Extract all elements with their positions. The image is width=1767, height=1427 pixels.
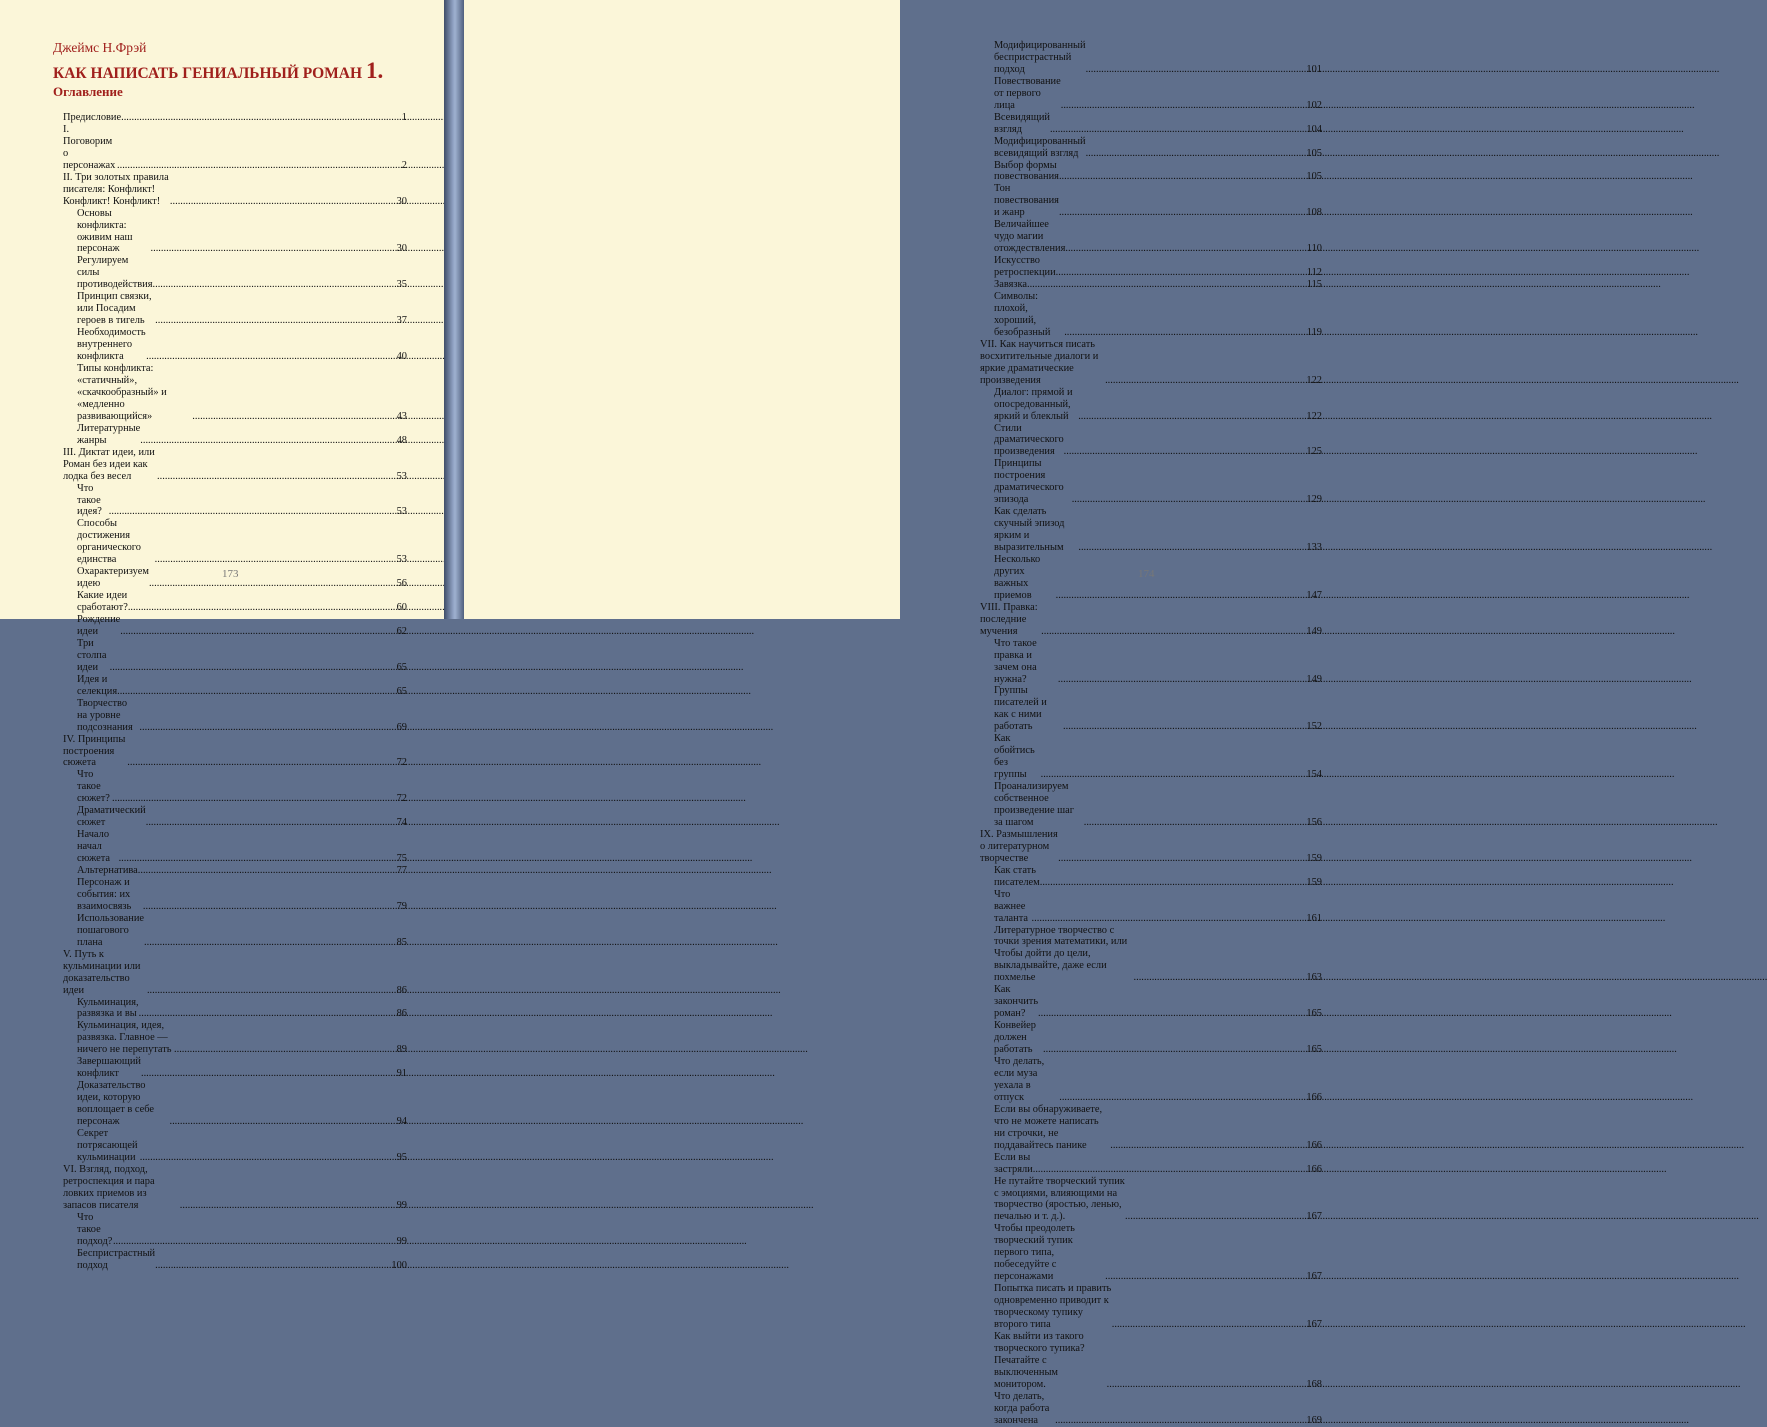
toc-entry[interactable]: [980, 183, 1322, 219]
toc-entry-title: Беспристрастный подход: [77, 1247, 156, 1271]
toc-entry-page: 122: [1306, 410, 1322, 422]
toc-entry-title: Как обойтись без группы: [994, 733, 1035, 781]
toc-entry-title: Величайшее чудо магии отождествления: [994, 219, 1066, 255]
toc-entry[interactable]: [980, 1331, 1322, 1391]
toc-entry-title: Если вы обнаруживаете, что не можете написать ни строчки, не поддавайтесь панике: [994, 1103, 1103, 1151]
toc-leader-dots: [1072, 494, 1306, 506]
toc-entry[interactable]: [980, 781, 1322, 829]
toc-leader-dots: [119, 853, 396, 865]
toc-leader-dots: [139, 722, 395, 734]
toc-entry-title: Способы достижения органического единства: [77, 518, 142, 566]
toc-entry-title: Проанализируем собственное произведение шаг за шагом: [994, 781, 1075, 828]
toc-entry[interactable]: [980, 76, 1322, 112]
toc-leader-dots: [1086, 148, 1306, 160]
toc-entry[interactable]: [63, 829, 407, 865]
toc-leader-dots: [1043, 1044, 1305, 1056]
toc-leader-dots: [1078, 542, 1305, 554]
toc-entry-title: Что такое сюжет?: [77, 769, 110, 805]
toc-entry-title: IX. Размышления о литературном творчестве: [980, 828, 1058, 864]
toc-leader-dots: [1084, 817, 1306, 829]
toc-entry[interactable]: [63, 590, 407, 614]
toc-leader-dots: [155, 315, 395, 327]
toc-entry[interactable]: [63, 124, 407, 172]
toc-leader-dots: [1105, 375, 1305, 387]
toc-entry-title: VI. Взгляд, подход, ретроспекция и пара ловких приемов из запасов писателя: [63, 1163, 155, 1211]
toc-entry-title: Необходимость внутреннего конфликта: [77, 327, 146, 363]
toc-entry-page: 65: [396, 685, 407, 697]
toc-entry-title: Как выйти из такого творческого тупика? Печатайте с выключенным монитором.: [994, 1330, 1085, 1390]
toc-entry-page: 115: [1306, 279, 1322, 291]
toc-entry-title: Всевидящий взгляд: [994, 111, 1050, 135]
toc-entry[interactable]: [980, 602, 1322, 638]
toc-entry-page: 167: [1306, 1318, 1322, 1330]
toc-entry-title: Что такое идея?: [77, 482, 102, 518]
toc-entry[interactable]: [63, 638, 407, 674]
toc-entry-title: Как сделать скучный эпизод ярким и выразительным: [994, 506, 1065, 554]
toc-entry[interactable]: [980, 279, 1322, 291]
toc-entry-title: II. Три золотых правила писателя: Конфликт! Конфликт! Конфликт!: [63, 171, 169, 207]
author-name: Джеймс Н.Фрэй: [53, 40, 147, 55]
toc-entry[interactable]: [980, 291, 1322, 339]
toc-leader-dots: [140, 435, 395, 447]
toc-entry[interactable]: [980, 1283, 1322, 1331]
toc-entry-title: Кульминация, идея, развязка. Главное — ничего не перепутать: [77, 1020, 172, 1056]
toc-leader-dots: [1078, 411, 1305, 423]
toc-entry-title: Завязка: [994, 279, 1027, 291]
toc-entry-title: Основы конфликта: оживим наш персонаж: [77, 207, 133, 255]
toc-entry-title: Если вы застряли: [994, 1151, 1033, 1175]
toc-entry-title: VIII. Правка: последние мучения: [980, 601, 1038, 637]
toc-entry-page: 75: [396, 853, 407, 865]
toc-entry-page: 154: [1306, 769, 1322, 781]
toc-leader-dots: [146, 817, 396, 829]
toc-entry-title: Группы писателей и как с ними работать: [994, 685, 1047, 733]
contents-heading: Оглавление: [53, 84, 123, 99]
toc-entry-page: 100: [391, 1259, 407, 1271]
toc-entry[interactable]: [980, 219, 1322, 255]
toc-left: [63, 112, 407, 1271]
toc-entry[interactable]: [980, 1223, 1322, 1283]
toc-entry-page: 166: [1306, 1139, 1322, 1151]
toc-leader-dots: [1041, 769, 1306, 781]
toc-entry-page: 86: [396, 1008, 407, 1020]
toc-entry-title: VII. Как научиться писать восхитительные диалоги и яркие драматические произведения: [980, 338, 1099, 386]
toc-entry-page: 30: [396, 243, 407, 255]
toc-leader-dots: [155, 554, 396, 566]
toc-leader-dots: [143, 901, 396, 913]
toc-entry-page: 156: [1306, 816, 1322, 828]
toc-entry-title: Модифицированный беспристрастный подход: [994, 40, 1086, 75]
toc-entry-title: Начало начал сюжета: [77, 829, 111, 865]
toc-entry-page: 35: [396, 279, 407, 291]
toc-entry-title: Драматический сюжет: [77, 805, 146, 829]
toc-entry-page: 112: [1306, 267, 1322, 279]
toc-entry-title: Искусство ретроспекции: [994, 255, 1056, 279]
toc-leader-dots: [138, 865, 396, 877]
toc-entry-page: 152: [1306, 721, 1322, 733]
toc-entry[interactable]: [980, 458, 1322, 506]
toc-entry-page: 110: [1306, 243, 1322, 255]
toc-leader-dots: [109, 506, 396, 518]
toc-entry-page: 89: [396, 1044, 407, 1056]
toc-entry[interactable]: [980, 136, 1322, 160]
toc-entry-page: 37: [396, 315, 407, 327]
toc-entry[interactable]: [980, 506, 1322, 554]
toc-leader-dots: [1056, 590, 1306, 602]
toc-entry[interactable]: [980, 889, 1322, 925]
toc-entry[interactable]: [63, 172, 407, 208]
toc-entry[interactable]: [980, 1391, 1322, 1427]
toc-leader-dots: [1110, 1140, 1305, 1152]
toc-entry-page: 133: [1306, 542, 1322, 554]
toc-entry-page: 159: [1306, 852, 1322, 864]
toc-leader-dots: [1086, 64, 1306, 76]
toc-entry[interactable]: [980, 685, 1322, 733]
toc-entry[interactable]: [980, 829, 1322, 865]
toc-entry-title: Конвейер должен работать: [994, 1020, 1036, 1056]
toc-entry-page: 122: [1306, 374, 1322, 386]
toc-entry-page: 91: [396, 1068, 407, 1080]
toc-entry-page: 53: [396, 470, 407, 482]
toc-entry-page: 65: [396, 661, 407, 673]
toc-entry[interactable]: [980, 255, 1322, 279]
toc-entry-title: Кульминация, развязка и вы: [77, 996, 139, 1020]
toc-entry-title: Творчество на уровне подсознания: [77, 697, 133, 733]
toc-entry-title: Персонаж и события: их взаимосвязь: [77, 877, 132, 912]
toc-leader-dots: [1065, 243, 1305, 255]
toc-entry[interactable]: [63, 291, 407, 327]
toc-leader-dots: [141, 1068, 396, 1080]
toc-entry-page: 72: [396, 757, 407, 769]
toc-entry-page: 125: [1306, 446, 1322, 458]
toc-entry[interactable]: [980, 160, 1322, 184]
toc-entry-page: 102: [1306, 99, 1322, 111]
toc-entry[interactable]: [63, 423, 407, 447]
toc-entry[interactable]: [63, 1080, 407, 1128]
toc-entry-title: Стили драматического произведения: [994, 422, 1064, 458]
toc-leader-dots: [127, 757, 395, 769]
book-gutter: [444, 0, 464, 619]
toc-entry-title: Тон повествования и жанр: [994, 183, 1059, 219]
toc-leader-dots: [1134, 972, 1306, 984]
toc-entry-title: Какие идеи сработают?: [77, 590, 128, 614]
toc-entry-title: Не путайте творческий тупик с эмоциями, влияющими на творчество (яростью, ленью, печалью и т. д.).: [994, 1175, 1125, 1223]
toc-entry-page: 149: [1306, 625, 1322, 637]
toc-entry-title: Секрет потрясающей кульминации: [77, 1128, 138, 1163]
toc-entry-title: Модифицированный всевидящий взгляд: [994, 135, 1086, 159]
toc-leader-dots: [147, 985, 396, 997]
toc-entry-page: 99: [396, 1235, 407, 1247]
toc-leader-dots: [1059, 1092, 1305, 1104]
toc-entry[interactable]: [63, 698, 407, 734]
toc-leader-dots: [117, 160, 401, 172]
toc-entry-page: 168: [1306, 1378, 1322, 1390]
toc-entry[interactable]: [980, 1176, 1322, 1224]
toc-entry-page: 105: [1306, 171, 1322, 183]
toc-entry[interactable]: [980, 1020, 1322, 1056]
toc-entry[interactable]: [980, 40, 1322, 76]
toc-leader-dots: [128, 602, 396, 614]
toc-entry-page: 149: [1306, 673, 1322, 685]
toc-entry-page: 30: [396, 195, 407, 207]
toc-leader-dots: [1040, 877, 1306, 889]
toc-leader-dots: [192, 411, 395, 423]
toc-leader-dots: [120, 626, 395, 638]
toc-entry[interactable]: [980, 638, 1322, 686]
toc-entry-title: Что важнее таланта: [994, 888, 1029, 924]
toc-entry-title: Завершающий конфликт: [77, 1056, 141, 1080]
toc-entry[interactable]: [63, 1020, 407, 1056]
toc-entry-page: 165: [1306, 1008, 1322, 1020]
toc-leader-dots: [1125, 1211, 1305, 1223]
toc-entry[interactable]: [63, 949, 407, 997]
toc-entry-title: Диалог: прямой и опосредованный, яркий и блеклый: [994, 386, 1073, 422]
toc-leader-dots: [1056, 267, 1306, 279]
toc-entry-page: 77: [396, 865, 407, 877]
toc-entry-title: Повествование от первого лица: [994, 75, 1061, 111]
toc-leader-dots: [1059, 207, 1305, 219]
toc-leader-dots: [1105, 1271, 1305, 1283]
toc-entry-title: Попытка писать и править одновременно приводит к творческому тупику второго типа: [994, 1283, 1112, 1330]
toc-entry[interactable]: [980, 423, 1322, 459]
toc-entry[interactable]: [63, 208, 407, 256]
toc-entry[interactable]: [980, 925, 1322, 985]
toc-entry-title: III. Диктат идеи, или Роман без идеи как лодка без весел: [63, 446, 155, 482]
toc-entry-page: 40: [396, 351, 407, 363]
toc-entry[interactable]: [63, 1128, 407, 1164]
toc-entry[interactable]: [63, 614, 407, 638]
toc-entry[interactable]: [63, 363, 407, 423]
toc-entry-page: 101: [1306, 63, 1322, 75]
toc-entry-page: 53: [396, 554, 407, 566]
toc-leader-dots: [153, 279, 396, 291]
toc-entry[interactable]: [980, 1152, 1322, 1176]
toc-leader-dots: [1041, 626, 1305, 638]
toc-entry-page: 129: [1306, 494, 1322, 506]
toc-leader-dots: [113, 1236, 396, 1248]
toc-entry-page: 43: [396, 410, 407, 422]
toc-leader-dots: [1027, 279, 1306, 291]
toc-entry-title: V. Путь к кульминации или доказательство идеи: [63, 948, 141, 996]
page-number-right: 174: [1138, 568, 1155, 580]
toc-entry[interactable]: [63, 734, 407, 770]
toc-entry-title: Типы конфликта: «статичный», «скачкообразный» и «медленно развивающийся»: [77, 363, 167, 422]
toc-entry[interactable]: [63, 913, 407, 949]
toc-entry[interactable]: [980, 112, 1322, 136]
toc-entry[interactable]: [63, 1056, 407, 1080]
toc-entry-page: 2: [401, 159, 407, 171]
toc-leader-dots: [110, 662, 396, 674]
toc-entry-title: Предисловие: [63, 112, 122, 123]
toc-entry-title: Принципы построения драматического эпизода: [994, 458, 1064, 506]
toc-leader-dots: [157, 471, 396, 483]
toc-entry-title: Как закончить роман?: [994, 984, 1039, 1020]
toc-entry[interactable]: [980, 1056, 1322, 1104]
toc-leader-dots: [1032, 913, 1306, 925]
toc-entry-title: Чтобы преодолеть творческий тупик первого типа, побеседуйте с персонажами: [994, 1223, 1075, 1283]
toc-entry[interactable]: [63, 518, 407, 566]
toc-entry[interactable]: [63, 865, 407, 877]
toc-leader-dots: [140, 1152, 396, 1164]
toc-entry-page: 86: [396, 984, 407, 996]
toc-entry-title: Использование пошагового плана: [77, 912, 145, 948]
toc-entry-title: Рождение идеи: [77, 614, 121, 637]
toc-entry-title: Идея и селекция: [77, 673, 118, 697]
toc-entry-page: 53: [396, 506, 407, 518]
toc-leader-dots: [1061, 100, 1306, 112]
right-page: [464, 0, 1322, 1426]
toc-leader-dots: [1058, 853, 1305, 865]
toc-leader-dots: [146, 351, 395, 363]
toc-leader-dots: [1050, 124, 1305, 136]
toc-entry-page: 105: [1306, 147, 1322, 159]
toc-entry-page: 60: [396, 602, 407, 614]
toc-leader-dots: [170, 196, 396, 208]
toc-entry-page: 166: [1306, 1091, 1322, 1103]
toc-entry[interactable]: [63, 769, 407, 805]
toc-entry-page: 62: [396, 625, 407, 637]
toc-leader-dots: [169, 1116, 395, 1128]
toc-entry-page: 166: [1306, 1163, 1322, 1175]
toc-leader-dots: [1059, 171, 1305, 183]
book-title-number: 1.: [365, 58, 384, 83]
toc-entry-page: 79: [396, 900, 407, 912]
toc-entry-title: I. Поговорим о персонажах: [63, 123, 116, 171]
toc-entry[interactable]: [63, 255, 407, 291]
toc-entry[interactable]: [63, 1248, 407, 1272]
toc-entry-title: Выбор формы повествования: [994, 159, 1059, 183]
toc-entry-title: Альтернатива: [77, 865, 138, 877]
toc-entry-page: 69: [396, 721, 407, 733]
toc-leader-dots: [1038, 1008, 1305, 1020]
toc-leader-dots: [1112, 1319, 1306, 1331]
toc-entry-page: 119: [1306, 326, 1322, 338]
toc-entry-page: 108: [1306, 207, 1322, 219]
toc-entry-page: 167: [1306, 1211, 1322, 1223]
left-page: [0, 0, 444, 1271]
toc-leader-dots: [1064, 327, 1306, 339]
toc-entry-page: 169: [1306, 1414, 1322, 1426]
toc-entry-title: Символы: плохой, хороший, безобразный: [994, 291, 1051, 338]
toc-entry-title: Литературное творчество с точки зрения математики, или Чтобы дойти до цели, выкладывайте, даже если похмелье: [994, 924, 1128, 984]
toc-leader-dots: [112, 793, 396, 805]
toc-entry[interactable]: [980, 865, 1322, 889]
toc-entry-title: Что делать, когда работа закончена: [994, 1390, 1050, 1426]
toc-entry-title: Что делать, если муза уехала в отпуск: [994, 1056, 1045, 1103]
toc-entry-page: 95: [396, 1151, 407, 1163]
toc-entry-title: Несколько других важных приемов: [994, 553, 1041, 601]
toc-entry-title: Принцип связки, или Посадим героев в тигель: [77, 291, 152, 327]
toc-entry-page: 159: [1306, 876, 1322, 888]
book-title: [53, 58, 383, 84]
toc-entry-page: 147: [1306, 589, 1322, 601]
toc-entry[interactable]: [980, 339, 1322, 387]
toc-entry-page: 56: [396, 578, 407, 590]
page-number-left: 173: [222, 568, 239, 580]
toc-entry[interactable]: [63, 327, 407, 363]
toc-entry[interactable]: [63, 112, 407, 124]
toc-leader-dots: [155, 1260, 390, 1272]
toc-entry-page: 85: [396, 936, 407, 948]
toc-entry[interactable]: [63, 805, 407, 829]
toc-entry-page: 167: [1306, 1271, 1322, 1283]
toc-entry-page: 48: [396, 434, 407, 446]
toc-entry-title: Регулируем силы противодействия: [77, 255, 153, 291]
toc-leader-dots: [144, 937, 396, 949]
toc-entry[interactable]: [980, 1104, 1322, 1152]
toc-leader-dots: [1063, 721, 1305, 733]
toc-entry-title: Три столпа идеи: [77, 637, 107, 673]
toc-entry[interactable]: [63, 674, 407, 698]
toc-leader-dots: [1107, 1379, 1306, 1391]
toc-leader-dots: [121, 112, 401, 124]
toc-leader-dots: [174, 1044, 396, 1056]
toc-entry[interactable]: [63, 447, 407, 483]
toc-leader-dots: [180, 1200, 396, 1212]
toc-entry-page: 72: [396, 793, 407, 805]
toc-entry-page: 165: [1306, 1044, 1322, 1056]
toc-entry[interactable]: [63, 1212, 407, 1248]
toc-entry-page: 94: [396, 1116, 407, 1128]
toc-entry-title: Как стать писателем: [994, 864, 1040, 888]
toc-entry[interactable]: [63, 997, 407, 1021]
toc-entry[interactable]: [63, 1164, 407, 1212]
toc-entry-page: 104: [1306, 123, 1322, 135]
toc-entry-page: 161: [1306, 912, 1322, 924]
toc-entry-page: 99: [396, 1199, 407, 1211]
toc-entry-title: Что такое правка и зачем она нужна?: [994, 637, 1037, 685]
toc-entry-page: 163: [1306, 972, 1322, 984]
toc-leader-dots: [1033, 1164, 1306, 1176]
toc-leader-dots: [1058, 674, 1306, 686]
toc-entry[interactable]: [980, 733, 1322, 781]
toc-entry-title: Охарактеризуем идею: [77, 566, 149, 590]
toc-leader-dots: [149, 578, 396, 590]
toc-entry-title: Доказательство идеи, которую воплощает в себе персонаж: [77, 1080, 154, 1128]
toc-entry-title: Литературные жанры: [77, 422, 141, 446]
toc-right: [980, 40, 1322, 1427]
toc-entry[interactable]: [63, 877, 407, 913]
toc-entry-page: 74: [396, 817, 407, 829]
toc-leader-dots: [117, 686, 396, 698]
book-title-text: КАК НАПИСАТЬ ГЕНИАЛЬНЫЙ РОМАН: [53, 65, 363, 82]
toc-leader-dots: [1064, 446, 1306, 458]
toc-entry[interactable]: [63, 483, 407, 519]
toc-leader-dots: [1055, 1415, 1305, 1427]
toc-entry-title: IV. Принципы построения сюжета: [63, 733, 126, 769]
toc-entry[interactable]: [980, 984, 1322, 1020]
toc-entry-title: Что такое подход?: [77, 1211, 113, 1247]
toc-leader-dots: [139, 1008, 396, 1020]
toc-entry[interactable]: [980, 387, 1322, 423]
toc-entry-page: 1: [401, 112, 407, 123]
toc-leader-dots: [151, 243, 396, 255]
